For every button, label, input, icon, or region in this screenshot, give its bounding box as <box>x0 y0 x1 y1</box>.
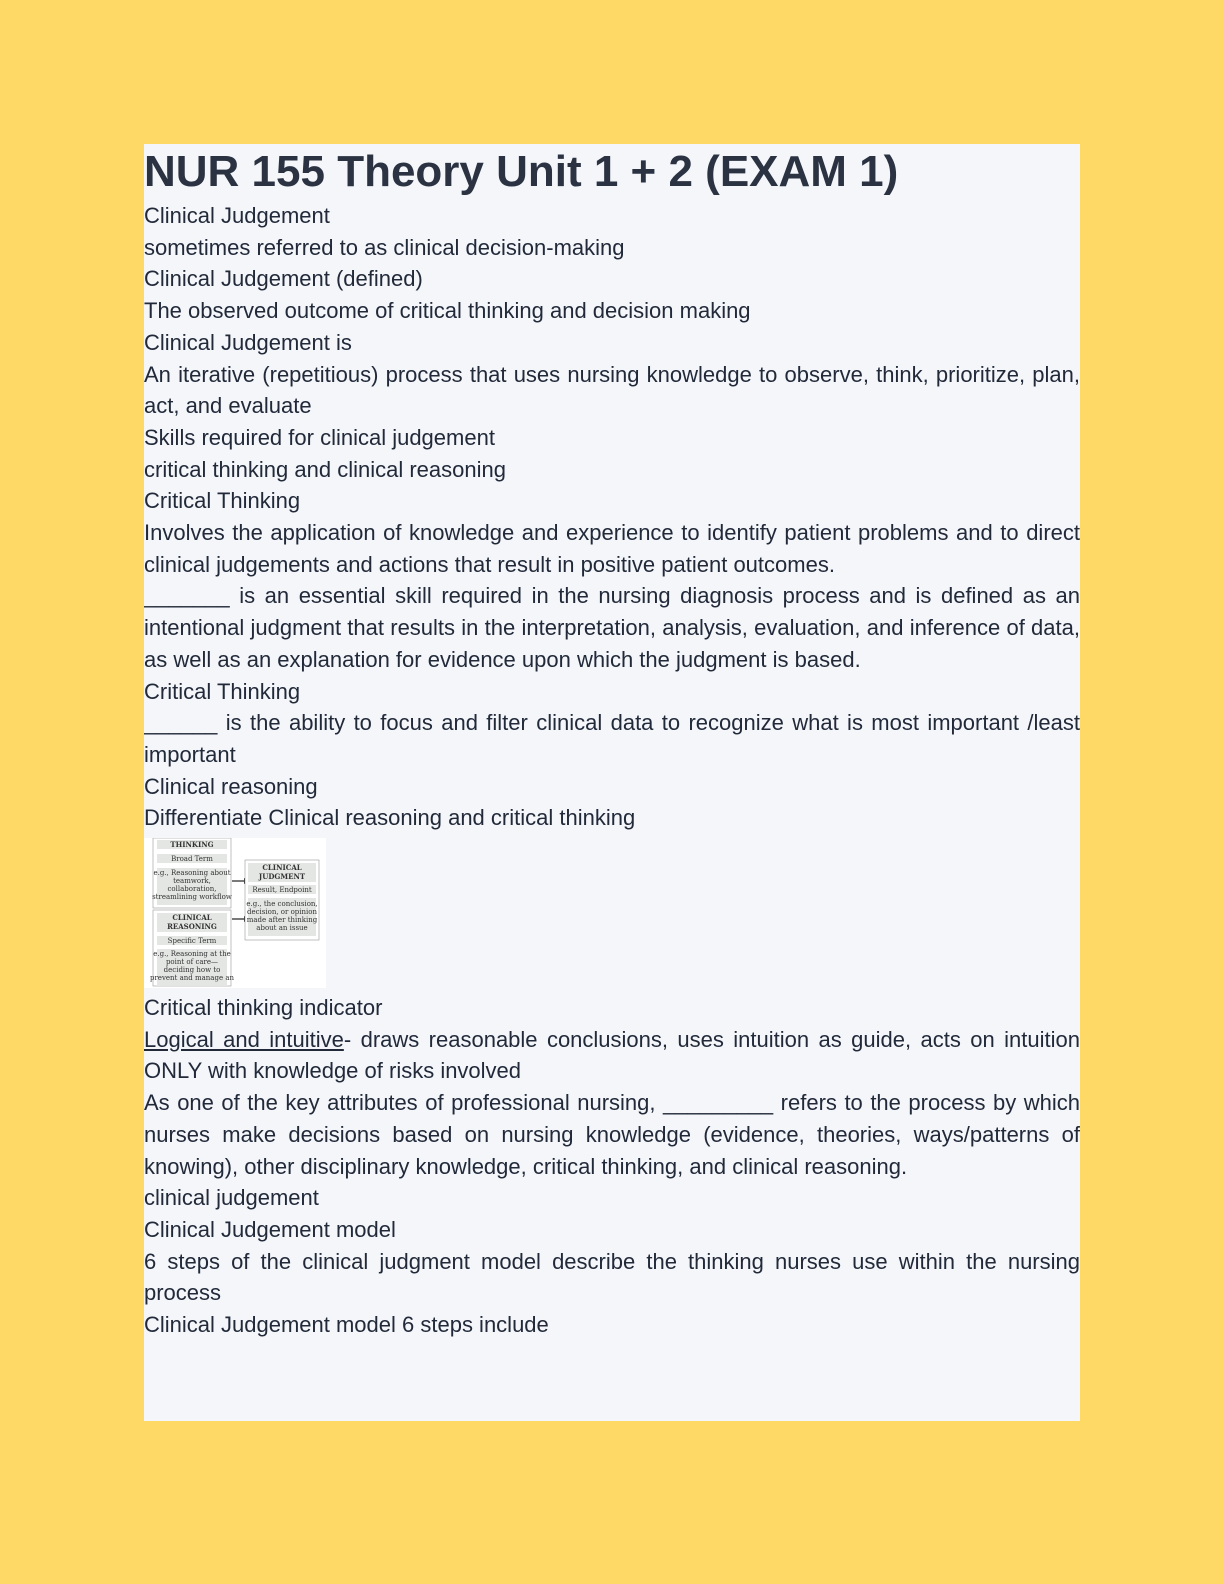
question: _______ is an essential skill required in the nursing diagnosis process and is defined as an intentional judgment that results in the interpretation, analysis, evaluation, and inference of data, as well as an explanation for evidence upon which the judgment is based. <box>144 583 1080 672</box>
answer: Critical Thinking <box>144 678 301 704</box>
judgment-box-text: e.g., the conclusion, <box>246 900 318 909</box>
term: Critical Thinking <box>144 488 301 514</box>
reasoning-box-text: point of care— <box>165 958 219 967</box>
judgment-box-text: CLINICAL <box>262 863 302 873</box>
term: Clinical Judgement <box>144 203 330 228</box>
definition <box>144 1024 1080 1087</box>
reasoning-box-text: deciding how to <box>163 966 221 975</box>
judgment-box-text: about an issue <box>256 924 308 933</box>
term: Differentiate Clinical reasoning and critical thinking <box>144 805 636 831</box>
term: Clinical Judgement is <box>144 329 352 355</box>
judgment-box-text: decision, or opinion <box>247 908 317 917</box>
definition-rest: - draws reasonable conclusions, uses intuition as guide, acts on intuition ONLY with knowledge of risks involved <box>144 1026 1080 1084</box>
thinking-box-text: streamlining workflow <box>152 893 232 902</box>
reasoning-box-text: prevent and manage an <box>149 974 235 983</box>
thinking-reasoning-diagram <box>144 838 326 988</box>
definition: An iterative (repetitious) process that uses nursing knowledge to observe, think, prioritize, plan, act, and evaluate <box>144 361 1080 419</box>
definition: critical thinking and clinical reasoning <box>144 456 506 482</box>
definition: Involves the application of knowledge and experience to identify patient problems and to direct clinical judgements and actions that result in positive patient outcomes. <box>144 520 1080 577</box>
thinking-box-text: collaboration, <box>167 885 217 894</box>
term: Clinical Judgement model <box>144 1216 396 1242</box>
term: Skills required for clinical judgement <box>144 424 495 450</box>
judgment-box-text: made after thinking <box>246 916 318 925</box>
definition: sometimes referred to as clinical decision-making <box>144 234 625 260</box>
judgment-box-text: Result, Endpoint <box>252 886 312 895</box>
answer: Clinical reasoning <box>144 773 318 799</box>
question: As one of the key attributes of professional nursing, _________ refers to the process by which nurses make decisions based on nursing knowledge (evidence, theories, ways/patterns of knowing), other disciplinary knowledge, critical thinking, and clinical reasoning. <box>144 1090 1080 1179</box>
term: Critical thinking indicator <box>144 995 383 1021</box>
document-title: NUR 155 Theory Unit 1 + 2 (EXAM 1) <box>144 147 899 196</box>
reasoning-box-text: CLINICAL <box>172 913 212 923</box>
term: Clinical Judgement model 6 steps include <box>144 1312 549 1338</box>
definition: 6 steps of the clinical judgment model describe the thinking nurses use within the nursing process <box>144 1248 1080 1306</box>
reasoning-box-text: e.g., Reasoning at the <box>153 950 231 959</box>
question: ______ is the ability to focus and filter clinical data to recognize what is most important /least important <box>144 710 1080 767</box>
diagram-svg <box>144 838 326 988</box>
term: Clinical Judgement (defined) <box>144 266 423 292</box>
underlined-term: Logical and intuitive <box>144 1026 344 1052</box>
thinking-box-text: THINKING <box>170 840 214 850</box>
thinking-box-text: Broad Term <box>171 855 213 864</box>
thinking-box-text: e.g., Reasoning about <box>153 869 231 878</box>
judgment-box-text: JUDGMENT <box>258 872 306 882</box>
thinking-box-text: teamwork, <box>173 877 211 886</box>
answer: clinical judgement <box>144 1185 319 1211</box>
reasoning-box-text: Specific Term <box>167 937 217 946</box>
reasoning-box-text: REASONING <box>167 922 217 932</box>
document-page <box>144 144 1080 1421</box>
definition: The observed outcome of critical thinking and decision making <box>144 298 751 324</box>
